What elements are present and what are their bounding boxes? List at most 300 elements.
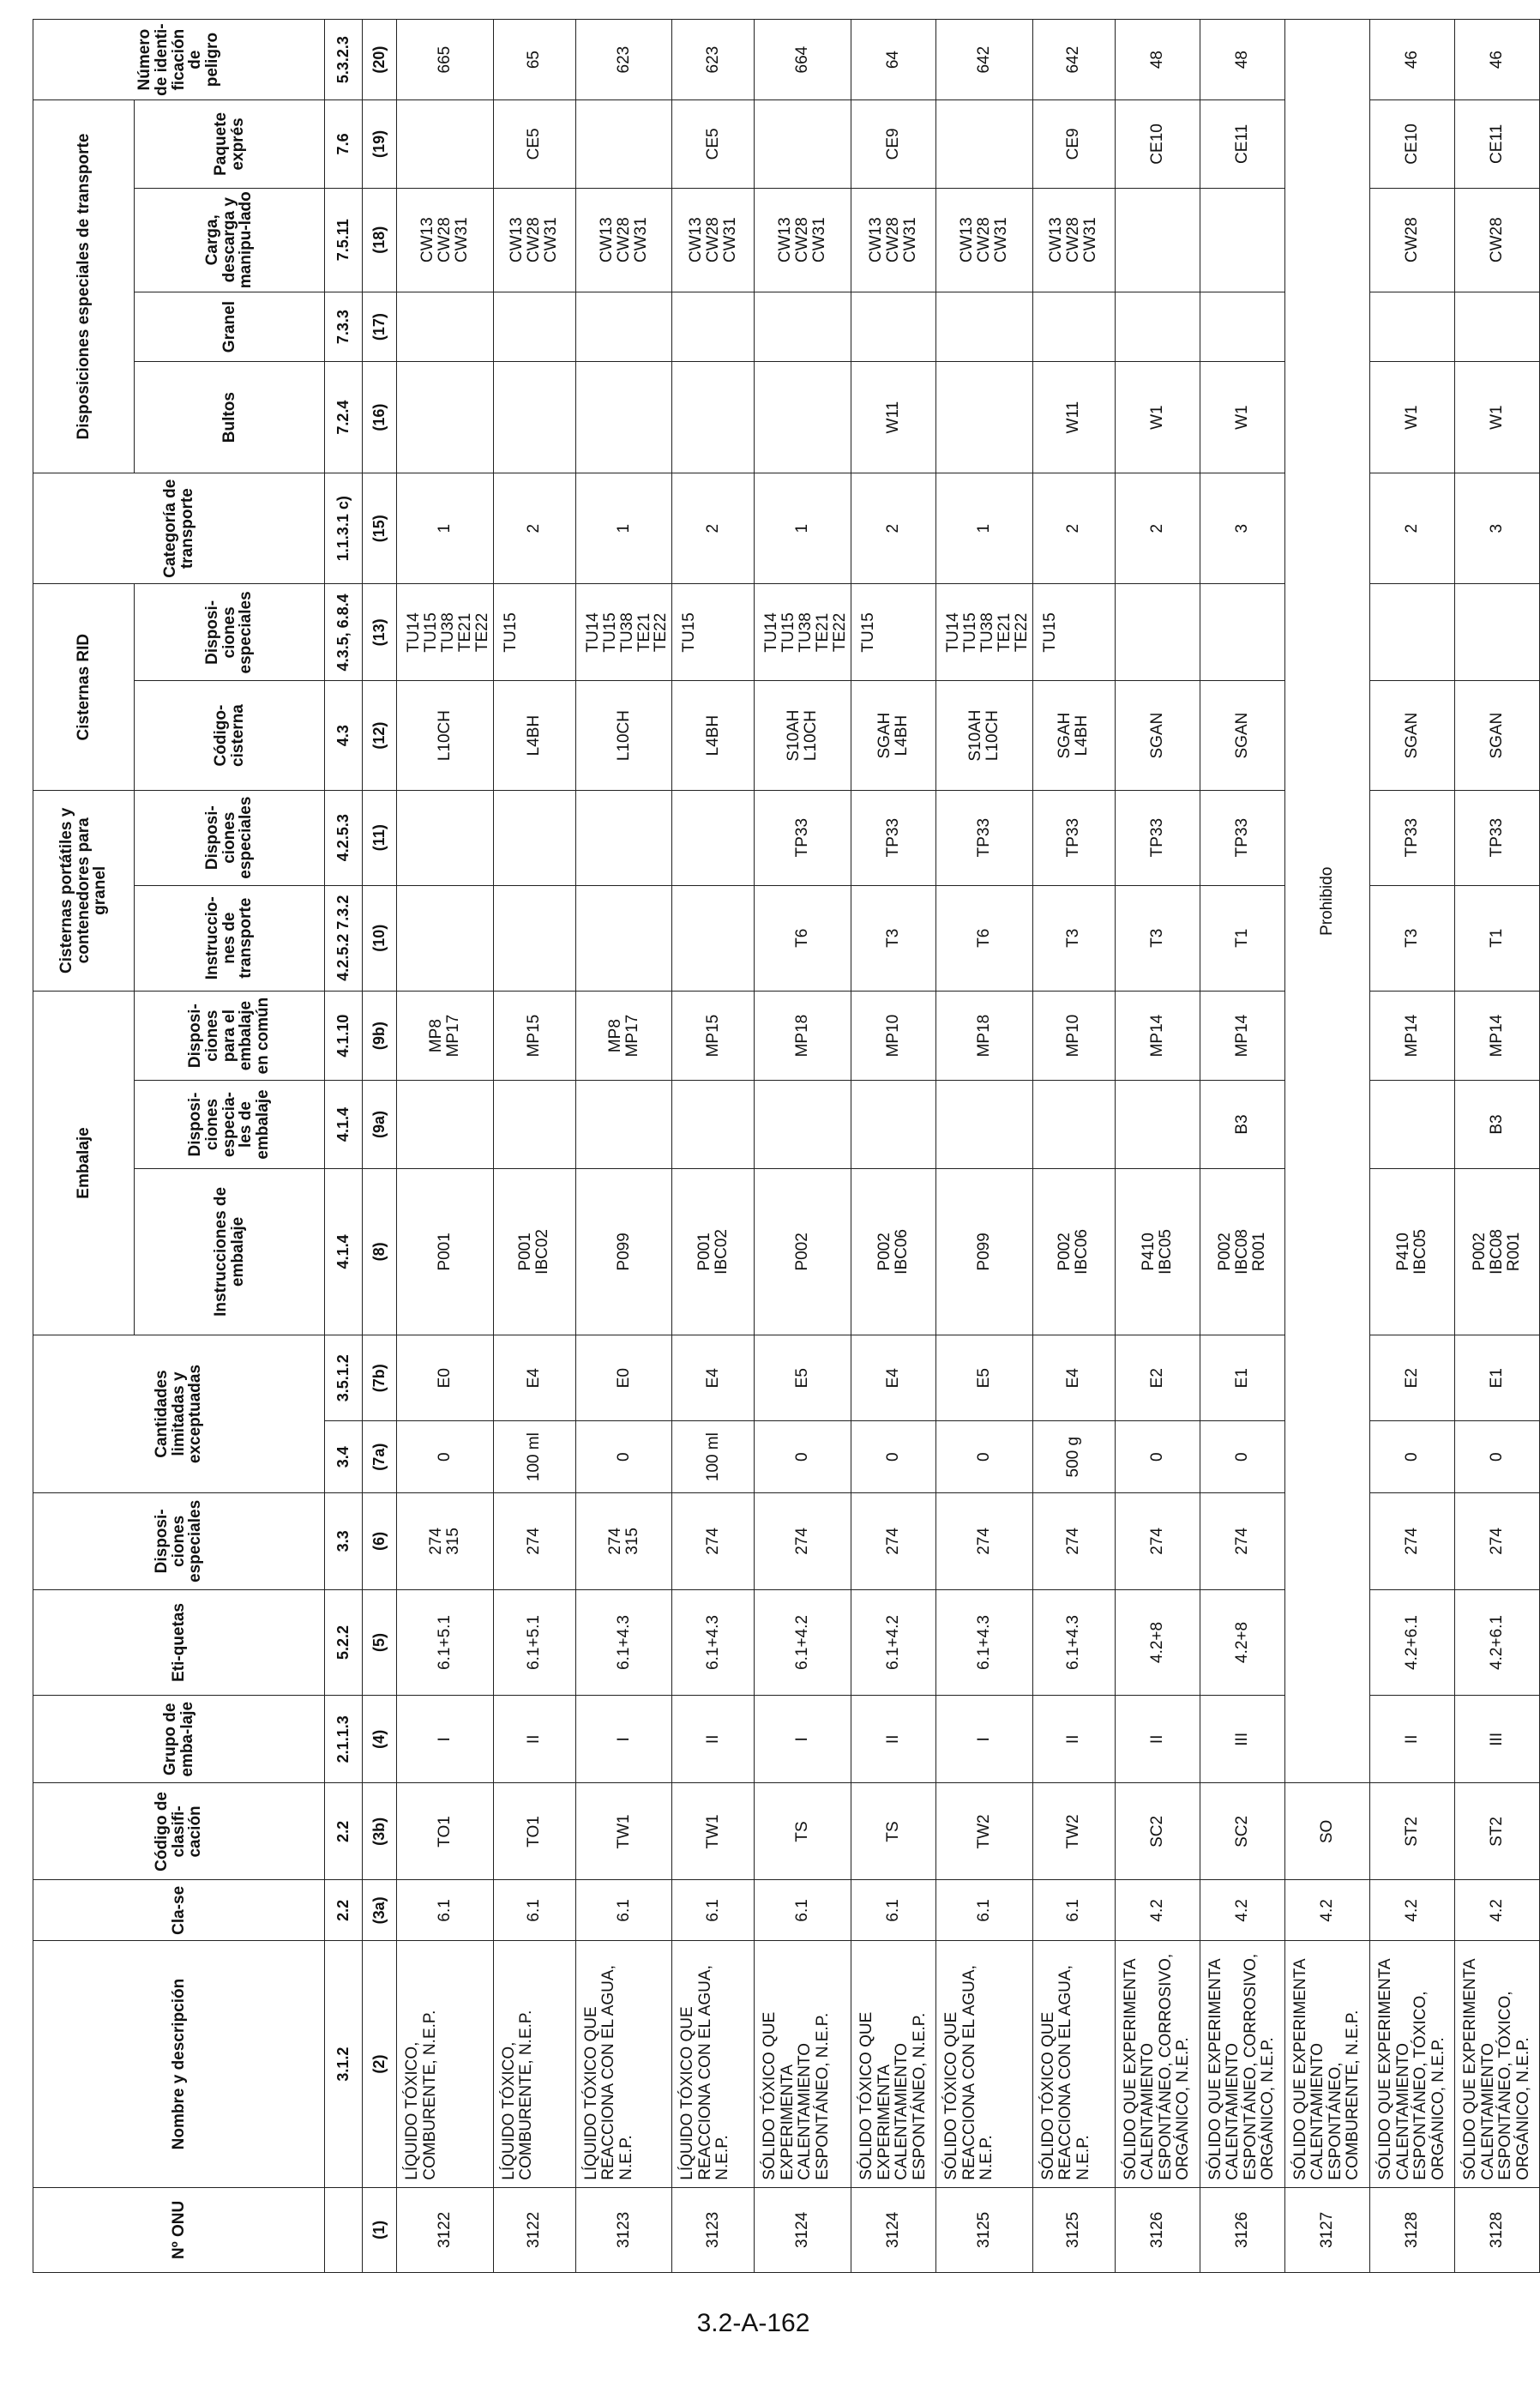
transport-category-cell: 2 [493, 473, 575, 584]
table-row [1200, 20, 1284, 2273]
hazard-id-cell: 623 [672, 20, 755, 100]
express-cell: CE9 [1032, 100, 1115, 188]
tank-code-cell: SGAH L4BH [1032, 681, 1115, 790]
table-row [1115, 20, 1200, 2273]
column-number-cell: (8) [363, 1168, 397, 1335]
packing-special-cell [1370, 1081, 1455, 1168]
tank-special-cell: TP33 [755, 790, 851, 885]
table-row [1284, 20, 1369, 2273]
loading-cell [1200, 188, 1284, 292]
tank-code-cell: L10CH [397, 681, 494, 790]
class-cell: 6.1 [575, 1880, 672, 1941]
packing-instructions-cell: P099 [936, 1168, 1033, 1335]
mixed-packing-cell: MP14 [1370, 991, 1455, 1081]
excepted-quantity-cell: E5 [755, 1335, 851, 1421]
limited-quantity-cell: 0 [397, 1421, 494, 1493]
bulk-cell [936, 292, 1033, 362]
special-provisions-cell: 274 315 [397, 1492, 494, 1589]
column-number-cell: (19) [363, 100, 397, 188]
packing-group-cell: II [1032, 1696, 1115, 1783]
loading-cell: CW13 CW28 CW31 [936, 188, 1033, 292]
limited-quantity-cell: 100 ml [672, 1421, 755, 1493]
tank-instructions-cell [397, 885, 494, 991]
reference-cell: 7.3.3 [325, 292, 363, 362]
un-no-cell: 3125 [1032, 2187, 1115, 2272]
packages-cell [755, 362, 851, 473]
header-class: Cla-se [33, 1880, 325, 1941]
express-cell: CE10 [1370, 100, 1455, 188]
labels-cell: 4.2+8 [1115, 1589, 1200, 1695]
mixed-packing-cell: MP18 [755, 991, 851, 1081]
hazard-id-cell: 623 [575, 20, 672, 100]
labels-cell: 4.2+6.1 [1455, 1589, 1540, 1695]
reference-cell: 2.1.1.3 [325, 1696, 363, 1783]
mixed-packing-cell: MP14 [1455, 991, 1540, 1081]
express-cell: CE10 [1115, 100, 1200, 188]
rid-special-cell [1455, 584, 1540, 681]
header-class-code: Código de clasifi-cación [33, 1783, 325, 1880]
header-mixed-packing: Disposi-ciones para el embalaje en común [135, 991, 325, 1081]
packages-cell: W1 [1370, 362, 1455, 473]
rid-special-cell: TU14 TU15 TU38 TE21 TE22 [936, 584, 1033, 681]
hazard-id-cell: 48 [1200, 20, 1284, 100]
tank-instructions-cell: T6 [936, 885, 1033, 991]
packages-cell: W11 [1032, 362, 1115, 473]
packing-instructions-cell: P002 IBC08 R001 [1455, 1168, 1540, 1335]
header-packages: Bultos [135, 362, 325, 473]
bulk-cell [1455, 292, 1540, 362]
un-no-cell: 3127 [1284, 2187, 1369, 2272]
name-cell: SÓLIDO QUE EXPERIMENTA CALENTAMIENTO ESPONTÁNEO, COMBURENTE, N.E.P. [1284, 1941, 1369, 2187]
packing-special-cell [1115, 1081, 1200, 1168]
transport-category-cell: 2 [1032, 473, 1115, 584]
packages-cell: W11 [851, 362, 936, 473]
un-no-cell: 3128 [1455, 2187, 1540, 2272]
packages-cell [575, 362, 672, 473]
tank-special-cell: TP33 [1115, 790, 1200, 885]
class-cell: 4.2 [1455, 1880, 1540, 1941]
header-special-provisions: Disposi-ciones especiales [33, 1492, 325, 1589]
bulk-cell [1370, 292, 1455, 362]
tank-instructions-cell: T1 [1200, 885, 1284, 991]
tank-special-cell: TP33 [1200, 790, 1284, 885]
labels-cell: 6.1+4.3 [672, 1589, 755, 1695]
packing-special-cell [397, 1081, 494, 1168]
un-no-cell: 3125 [936, 2187, 1033, 2272]
limited-quantity-cell: 100 ml [493, 1421, 575, 1493]
excepted-quantity-cell: E1 [1455, 1335, 1540, 1421]
packing-instructions-cell: P002 IBC08 R001 [1200, 1168, 1284, 1335]
packing-instructions-cell: P001 IBC02 [672, 1168, 755, 1335]
express-cell [397, 100, 494, 188]
packing-special-cell [672, 1081, 755, 1168]
reference-cell: 5.2.2 [325, 1589, 363, 1695]
un-no-cell: 3124 [851, 2187, 936, 2272]
special-provisions-cell: 274 [1455, 1492, 1540, 1589]
bulk-cell [1032, 292, 1115, 362]
packing-group-cell: II [493, 1696, 575, 1783]
class-code-cell: TO1 [397, 1783, 494, 1880]
column-number-cell: (6) [363, 1492, 397, 1589]
column-number-cell: (7b) [363, 1335, 397, 1421]
class-cell: 6.1 [851, 1880, 936, 1941]
packing-instructions-cell: P410 IBC05 [1370, 1168, 1455, 1335]
header-loading: Carga, descarga y manipu-lado [135, 188, 325, 292]
table-row [397, 20, 494, 2273]
transport-category-cell: 1 [575, 473, 672, 584]
express-cell: CE5 [493, 100, 575, 188]
class-code-cell: ST2 [1455, 1783, 1540, 1880]
loading-cell: CW13 CW28 CW31 [575, 188, 672, 292]
loading-cell: CW13 CW28 CW31 [493, 188, 575, 292]
tank-instructions-cell [493, 885, 575, 991]
hazard-id-cell: 642 [936, 20, 1033, 100]
packing-group-cell: I [755, 1696, 851, 1783]
packing-group-cell: III [1455, 1696, 1540, 1783]
hazard-id-cell: 64 [851, 20, 936, 100]
transport-category-cell: 1 [936, 473, 1033, 584]
column-number-cell: (20) [363, 20, 397, 100]
reference-cell: 4.1.4 [325, 1081, 363, 1168]
dangerous-goods-table [33, 19, 1540, 2273]
transport-category-cell: 2 [672, 473, 755, 584]
column-number-cell: (15) [363, 473, 397, 584]
labels-cell: 6.1+4.3 [936, 1589, 1033, 1695]
mixed-packing-cell: MP15 [672, 991, 755, 1081]
packing-special-cell [755, 1081, 851, 1168]
column-number-cell: (12) [363, 681, 397, 790]
rid-special-cell: TU14 TU15 TU38 TE21 TE22 [575, 584, 672, 681]
header-rid-special: Disposi-ciones especiales [135, 584, 325, 681]
column-number-cell: (3a) [363, 1880, 397, 1941]
tank-special-cell [493, 790, 575, 885]
limited-quantity-cell: 0 [575, 1421, 672, 1493]
table-row [1032, 20, 1115, 2273]
tank-special-cell: TP33 [851, 790, 936, 885]
name-cell: LÍQUIDO TÓXICO QUE REACCIONA CON EL AGUA, N.E.P. [575, 1941, 672, 2187]
table-row [1455, 20, 1540, 2273]
rid-special-cell: TU15 [851, 584, 936, 681]
name-cell: SÓLIDO TÓXICO QUE REACCIONA CON EL AGUA, N.E.P. [936, 1941, 1033, 2187]
limited-quantity-cell: 0 [1455, 1421, 1540, 1493]
excepted-quantity-cell: E2 [1115, 1335, 1200, 1421]
excepted-quantity-cell: E1 [1200, 1335, 1284, 1421]
excepted-quantity-cell: E4 [672, 1335, 755, 1421]
mixed-packing-cell: MP15 [493, 991, 575, 1081]
packing-special-cell [1032, 1081, 1115, 1168]
tank-instructions-cell [575, 885, 672, 991]
class-cell: 6.1 [755, 1880, 851, 1941]
tank-special-cell: TP33 [1455, 790, 1540, 885]
bulk-cell [397, 292, 494, 362]
packing-instructions-cell: P001 [397, 1168, 494, 1335]
excepted-quantity-cell: E4 [851, 1335, 936, 1421]
tank-instructions-cell: T3 [1032, 885, 1115, 991]
column-number-cell: (5) [363, 1589, 397, 1695]
reference-cell: 7.5.11 [325, 188, 363, 292]
name-cell: SÓLIDO TÓXICO QUE EXPERIMENTA CALENTAMIENTO ESPONTÁNEO, N.E.P. [755, 1941, 851, 2187]
packing-special-cell [575, 1081, 672, 1168]
reference-cell: 4.2.5.2 7.3.2 [325, 885, 363, 991]
class-code-cell: ST2 [1370, 1783, 1455, 1880]
express-cell [755, 100, 851, 188]
mixed-packing-cell: MP14 [1200, 991, 1284, 1081]
tank-special-cell: TP33 [936, 790, 1033, 885]
packing-group-cell: I [397, 1696, 494, 1783]
column-number-cell: (18) [363, 188, 397, 292]
excepted-quantity-cell: E0 [397, 1335, 494, 1421]
loading-cell: CW28 [1370, 188, 1455, 292]
packages-cell [397, 362, 494, 473]
column-number-cell: (4) [363, 1696, 397, 1783]
class-code-cell: TW1 [575, 1783, 672, 1880]
rid-special-cell: TU15 [672, 584, 755, 681]
header-portable-tanks: Cisternas portátiles y contenedores para granel [33, 790, 135, 991]
packing-instructions-cell: P410 IBC05 [1115, 1168, 1200, 1335]
class-code-cell: TW2 [936, 1783, 1033, 1880]
table-row [575, 20, 672, 2273]
un-no-cell: 3122 [493, 2187, 575, 2272]
labels-cell: 6.1+4.2 [755, 1589, 851, 1695]
limited-quantity-cell: 0 [936, 1421, 1033, 1493]
mixed-packing-cell: MP8 MP17 [397, 991, 494, 1081]
labels-cell: 6.1+5.1 [397, 1589, 494, 1695]
dangerous-goods-table-page [33, 19, 1532, 2273]
packing-group-cell: II [1115, 1696, 1200, 1783]
loading-cell: CW28 [1455, 188, 1540, 292]
reference-cell: 2.2 [325, 1783, 363, 1880]
header-tank-code: Código-cisterna [135, 681, 325, 790]
excepted-quantity-cell: E4 [493, 1335, 575, 1421]
class-code-cell: TO1 [493, 1783, 575, 1880]
tank-code-cell: SGAN [1455, 681, 1540, 790]
express-cell [936, 100, 1033, 188]
packing-group-cell: I [936, 1696, 1033, 1783]
class-code-cell: TS [851, 1783, 936, 1880]
tank-instructions-cell [672, 885, 755, 991]
mixed-packing-cell: MP18 [936, 991, 1033, 1081]
rid-special-cell: TU15 [493, 584, 575, 681]
column-number-cell: (13) [363, 584, 397, 681]
reference-cell: 4.3 [325, 681, 363, 790]
class-cell: 6.1 [672, 1880, 755, 1941]
packages-cell: W1 [1455, 362, 1540, 473]
class-cell: 4.2 [1115, 1880, 1200, 1941]
limited-quantity-cell: 0 [1200, 1421, 1284, 1493]
header-hazard-id: Número de identi-ficación de peligro [33, 20, 325, 100]
special-provisions-cell: 274 [936, 1492, 1033, 1589]
class-code-cell: SO [1284, 1783, 1369, 1880]
packing-group-cell: III [1200, 1696, 1284, 1783]
mixed-packing-cell: MP14 [1115, 991, 1200, 1081]
labels-cell: 4.2+8 [1200, 1589, 1284, 1695]
header-packing-special: Disposi-ciones especia-les de embalaje [135, 1081, 325, 1168]
name-cell: SÓLIDO QUE EXPERIMENTA CALENTAMIENTO ESPONTÁNEO, TÓXICO, ORGÁNICO, N.E.P. [1370, 1941, 1455, 2187]
prohibited-cell: Prohibido [1284, 20, 1369, 1784]
tank-code-cell: SGAN [1370, 681, 1455, 790]
tank-code-cell: L10CH [575, 681, 672, 790]
packing-instructions-cell: P002 IBC06 [851, 1168, 936, 1335]
packing-special-cell [493, 1081, 575, 1168]
header-rid-tanks: Cisternas RID [33, 584, 135, 790]
packing-instructions-cell: P099 [575, 1168, 672, 1335]
class-cell: 6.1 [1032, 1880, 1115, 1941]
reference-cell: 4.2.5.3 [325, 790, 363, 885]
rid-special-cell [1370, 584, 1455, 681]
rid-special-cell: TU14 TU15 TU38 TE21 TE22 [397, 584, 494, 681]
tank-code-cell: S10AH L10CH [755, 681, 851, 790]
tank-instructions-cell: T3 [851, 885, 936, 991]
rotated-table-container [33, 19, 1532, 2273]
tank-instructions-cell: T3 [1115, 885, 1200, 991]
class-cell: 4.2 [1200, 1880, 1284, 1941]
special-provisions-cell: 274 [1032, 1492, 1115, 1589]
bulk-cell [672, 292, 755, 362]
class-code-cell: TS [755, 1783, 851, 1880]
header-packing-group: Grupo de emba-laje [33, 1696, 325, 1783]
packing-instructions-cell: P002 [755, 1168, 851, 1335]
header-bulk: Granel [135, 292, 325, 362]
packing-group-cell: II [851, 1696, 936, 1783]
packing-special-cell [936, 1081, 1033, 1168]
reference-cell: 5.3.2.3 [325, 20, 363, 100]
table-row [936, 20, 1033, 2273]
column-number-cell: (11) [363, 790, 397, 885]
tank-special-cell [672, 790, 755, 885]
hazard-id-cell: 665 [397, 20, 494, 100]
transport-category-cell: 2 [1115, 473, 1200, 584]
transport-category-cell: 1 [397, 473, 494, 584]
packing-instructions-cell: P001 IBC02 [493, 1168, 575, 1335]
un-no-cell: 3122 [397, 2187, 494, 2272]
labels-cell: 6.1+4.3 [575, 1589, 672, 1695]
header-tank-special: Disposi-ciones especiales [135, 790, 325, 885]
express-cell: CE5 [672, 100, 755, 188]
packing-special-cell [851, 1081, 936, 1168]
limited-quantity-cell: 0 [851, 1421, 936, 1493]
un-no-cell: 3124 [755, 2187, 851, 2272]
reference-cell: 7.2.4 [325, 362, 363, 473]
tank-special-cell: TP33 [1370, 790, 1455, 885]
rid-special-cell: TU14 TU15 TU38 TE21 TE22 [755, 584, 851, 681]
special-provisions-cell: 274 [851, 1492, 936, 1589]
reference-cell: 3.4 [325, 1421, 363, 1493]
labels-cell: 6.1+4.3 [1032, 1589, 1115, 1695]
tank-code-cell: L4BH [493, 681, 575, 790]
hazard-id-cell: 46 [1455, 20, 1540, 100]
special-provisions-cell: 274 [755, 1492, 851, 1589]
tank-instructions-cell: T1 [1455, 885, 1540, 991]
class-code-cell: SC2 [1115, 1783, 1200, 1880]
limited-quantity-cell: 0 [1370, 1421, 1455, 1493]
rid-special-cell [1115, 584, 1200, 681]
transport-category-cell: 2 [1370, 473, 1455, 584]
loading-cell: CW13 CW28 CW31 [851, 188, 936, 292]
page-number: 3.2-A-162 [696, 2309, 810, 2337]
special-provisions-cell: 274 [672, 1492, 755, 1589]
column-number-row [363, 20, 397, 2273]
column-number-cell: (3b) [363, 1783, 397, 1880]
header-express: Paquete exprés [135, 100, 325, 188]
excepted-quantity-cell: E5 [936, 1335, 1033, 1421]
header-un-no: Nº ONU [33, 2187, 325, 2272]
class-code-cell: TW2 [1032, 1783, 1115, 1880]
tank-special-cell [575, 790, 672, 885]
tank-code-cell: SGAH L4BH [851, 681, 936, 790]
reference-cell [325, 2187, 363, 2272]
loading-cell: CW13 CW28 CW31 [397, 188, 494, 292]
reference-cell: 2.2 [325, 1880, 363, 1941]
excepted-quantity-cell: E0 [575, 1335, 672, 1421]
header-packaging: Embalaje [33, 991, 135, 1335]
excepted-quantity-cell: E2 [1370, 1335, 1455, 1421]
loading-cell: CW13 CW28 CW31 [755, 188, 851, 292]
special-provisions-cell: 274 [1200, 1492, 1284, 1589]
limited-quantity-cell: 0 [755, 1421, 851, 1493]
packing-instructions-cell: P002 IBC06 [1032, 1168, 1115, 1335]
table-row [672, 20, 755, 2273]
excepted-quantity-cell: E4 [1032, 1335, 1115, 1421]
bulk-cell [851, 292, 936, 362]
un-no-cell: 3126 [1115, 2187, 1200, 2272]
tank-code-cell: SGAN [1200, 681, 1284, 790]
table-row [755, 20, 851, 2273]
hazard-id-cell: 642 [1032, 20, 1115, 100]
reference-cell: 3.5.1.2 [325, 1335, 363, 1421]
table-row [851, 20, 936, 2273]
reference-cell: 4.1.4 [325, 1168, 363, 1335]
un-no-cell: 3123 [672, 2187, 755, 2272]
reference-row [325, 20, 363, 2273]
packing-group-cell: II [672, 1696, 755, 1783]
header-packing-instructions: Instrucciones de embalaje [135, 1168, 325, 1335]
packing-group-cell: I [575, 1696, 672, 1783]
class-cell: 6.1 [936, 1880, 1033, 1941]
column-number-cell: (9b) [363, 991, 397, 1081]
header-labels: Eti-quetas [33, 1589, 325, 1695]
class-code-cell: TW1 [672, 1783, 755, 1880]
column-number-cell: (9a) [363, 1081, 397, 1168]
packing-group-cell: II [1370, 1696, 1455, 1783]
tank-special-cell [397, 790, 494, 885]
mixed-packing-cell: MP10 [851, 991, 936, 1081]
name-cell: SÓLIDO QUE EXPERIMENTA CALENTAMIENTO ESPONTÁNEO, TÓXICO, ORGÁNICO, N.E.P. [1455, 1941, 1540, 2187]
transport-category-cell: 2 [851, 473, 936, 584]
loading-cell: CW13 CW28 CW31 [1032, 188, 1115, 292]
packing-special-cell: B3 [1455, 1081, 1540, 1168]
name-cell: SÓLIDO QUE EXPERIMENTA CALENTAMIENTO ESPONTÁNEO, CORROSIVO, ORGÁNICO, N.E.P. [1115, 1941, 1200, 2187]
hazard-id-cell: 46 [1370, 20, 1455, 100]
table-row [1370, 20, 1455, 2273]
tank-code-cell: SGAN [1115, 681, 1200, 790]
header-row-1 [33, 20, 135, 2273]
tank-special-cell: TP33 [1032, 790, 1115, 885]
class-cell: 6.1 [493, 1880, 575, 1941]
packages-cell [936, 362, 1033, 473]
column-number-cell: (2) [363, 1941, 397, 2187]
express-cell: CE9 [851, 100, 936, 188]
name-cell: LÍQUIDO TÓXICO, COMBURENTE, N.E.P. [397, 1941, 494, 2187]
column-number-cell: (1) [363, 2187, 397, 2272]
mixed-packing-cell: MP10 [1032, 991, 1115, 1081]
loading-cell [1115, 188, 1200, 292]
tank-instructions-cell: T3 [1370, 885, 1455, 991]
bulk-cell [755, 292, 851, 362]
special-provisions-cell: 274 [493, 1492, 575, 1589]
transport-category-cell: 1 [755, 473, 851, 584]
header-name: Nombre y descripción [33, 1941, 325, 2187]
column-number-cell: (7a) [363, 1421, 397, 1493]
